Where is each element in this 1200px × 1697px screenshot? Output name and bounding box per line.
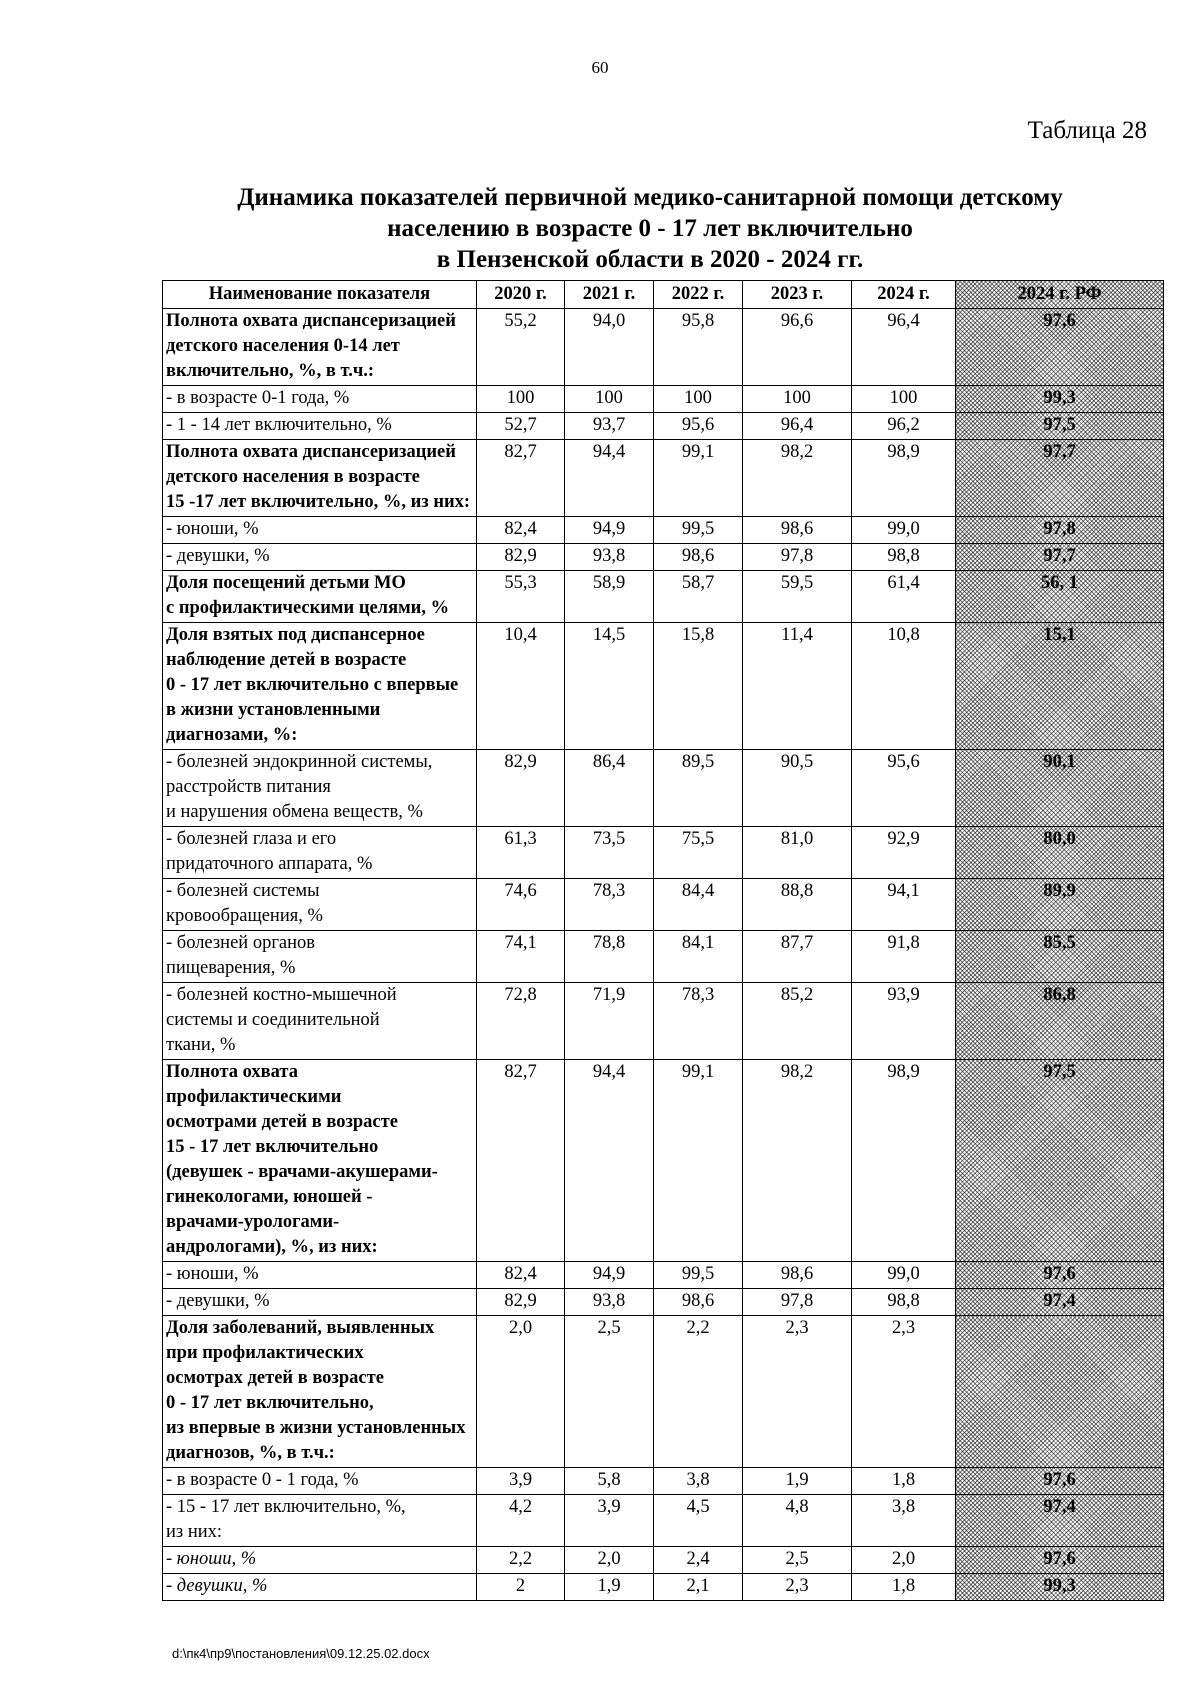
value-cell-2022: 2,1 <box>654 1574 743 1601</box>
table-row <box>163 1495 1164 1547</box>
value-cell-2021: 14,5 <box>565 623 654 750</box>
table-row <box>163 983 1164 1060</box>
value-cell-2020: 82,7 <box>477 1060 565 1262</box>
value-cell-2024: 94,1 <box>852 879 956 931</box>
indicator-name-cell <box>163 750 477 827</box>
value-cell-2022: 98,6 <box>654 544 743 571</box>
value-cell-2022: 58,7 <box>654 571 743 623</box>
value-cell-2021: 78,8 <box>565 931 654 983</box>
value-cell-2023: 2,3 <box>743 1574 852 1601</box>
indicator-name-cell <box>163 1262 477 1289</box>
value-cell-2020: 82,7 <box>477 440 565 517</box>
value-cell-rf-2024 <box>956 1495 1164 1547</box>
value-cell-rf-2024 <box>956 1289 1164 1316</box>
value-cell-2024: 96,2 <box>852 413 956 440</box>
indicator-name-cell <box>163 1547 477 1574</box>
value-cell-2021: 2,5 <box>565 1316 654 1468</box>
value-cell-2024: 98,9 <box>852 1060 956 1262</box>
value-cell-rf-2024 <box>956 983 1164 1060</box>
value-cell-2022: 4,5 <box>654 1495 743 1547</box>
indicator-name-line: - юноши, % <box>166 1264 259 1284</box>
value-cell-2023: 98,6 <box>743 1262 852 1289</box>
indicator-name-line: гинекологами, юношей - <box>166 1187 373 1207</box>
value-cell-rf-2024 <box>956 1262 1164 1289</box>
value-cell-rf-2024 <box>956 1547 1164 1574</box>
value-cell-2024: 98,9 <box>852 440 956 517</box>
indicator-name-cell <box>163 571 477 623</box>
indicator-name-cell <box>163 1468 477 1495</box>
value-cell-2022: 2,2 <box>654 1316 743 1468</box>
indicator-name-line: - в возрасте 0-1 года, % <box>166 388 350 408</box>
value-cell-2021: 93,8 <box>565 1289 654 1316</box>
value-cell-2020: 82,9 <box>477 544 565 571</box>
header-year-2023: 2023 г. <box>743 281 852 309</box>
value-cell-2021: 86,4 <box>565 750 654 827</box>
rf-value: 15,1 <box>1043 625 1076 645</box>
indicator-name-cell <box>163 827 477 879</box>
value-cell-rf-2024 <box>956 623 1164 750</box>
rf-value: 99,3 <box>1043 388 1076 408</box>
value-cell-rf-2024 <box>956 931 1164 983</box>
indicator-name-line: андрологами), %, из них: <box>166 1237 378 1257</box>
indicator-name-cell <box>163 309 477 386</box>
table-row <box>163 1060 1164 1262</box>
value-cell-2020: 3,9 <box>477 1468 565 1495</box>
indicator-name-line: включительно, %, в т.ч.: <box>166 361 375 381</box>
value-cell-rf-2024 <box>956 571 1164 623</box>
value-cell-2022: 99,1 <box>654 1060 743 1262</box>
indicator-name-cell <box>163 1316 477 1468</box>
value-cell-rf-2024 <box>956 1060 1164 1262</box>
indicator-name-line: - девушки, % <box>166 1576 268 1596</box>
rf-value: 89,9 <box>1043 881 1076 901</box>
indicator-name-line: - 1 - 14 лет включительно, % <box>166 415 392 435</box>
value-cell-2024: 2,3 <box>852 1316 956 1468</box>
indicator-name-line: пищеварения, % <box>166 958 296 978</box>
indicator-name-line: кровообращения, % <box>166 906 323 926</box>
indicator-name-cell <box>163 1060 477 1262</box>
header-year-2021: 2021 г. <box>565 281 654 309</box>
indicator-name-line: Полнота охвата диспансеризацией <box>166 311 456 331</box>
value-cell-2023: 97,8 <box>743 544 852 571</box>
value-cell-2024: 98,8 <box>852 544 956 571</box>
indicator-name-line: наблюдение детей в возрасте <box>166 650 407 670</box>
indicator-name-line: - болезней костно-мышечной <box>166 985 397 1005</box>
value-cell-2023: 98,2 <box>743 1060 852 1262</box>
value-cell-2020: 82,4 <box>477 517 565 544</box>
indicator-name-line: диагнозами, %: <box>166 725 298 745</box>
value-cell-2020: 55,2 <box>477 309 565 386</box>
table-row <box>163 1289 1164 1316</box>
value-cell-2023: 2,3 <box>743 1316 852 1468</box>
value-cell-2021: 93,8 <box>565 544 654 571</box>
value-cell-2021: 2,0 <box>565 1547 654 1574</box>
value-cell-2023: 4,8 <box>743 1495 852 1547</box>
table-row <box>163 931 1164 983</box>
table-row <box>163 309 1164 386</box>
value-cell-2020: 61,3 <box>477 827 565 879</box>
rf-value: 97,4 <box>1043 1497 1076 1517</box>
value-cell-2020: 82,4 <box>477 1262 565 1289</box>
value-cell-2021: 100 <box>565 386 654 413</box>
table-row <box>163 1574 1164 1601</box>
rf-value: 80,0 <box>1043 829 1076 849</box>
value-cell-2024: 91,8 <box>852 931 956 983</box>
value-cell-2020: 55,3 <box>477 571 565 623</box>
value-cell-2021: 94,4 <box>565 1060 654 1262</box>
indicator-name-line: осмотрами детей в возрасте <box>166 1112 398 1132</box>
table-label: Таблица 28 <box>1027 117 1147 144</box>
indicator-name-line: из впервые в жизни установленных <box>166 1418 466 1438</box>
value-cell-rf-2024 <box>956 1316 1164 1468</box>
indicator-name-line: Полнота охвата профилактическими <box>166 1062 342 1107</box>
value-cell-2022: 95,6 <box>654 413 743 440</box>
table-row <box>163 413 1164 440</box>
value-cell-2022: 75,5 <box>654 827 743 879</box>
value-cell-rf-2024 <box>956 1574 1164 1601</box>
value-cell-2024: 61,4 <box>852 571 956 623</box>
value-cell-2022: 95,8 <box>654 309 743 386</box>
value-cell-2024: 2,0 <box>852 1547 956 1574</box>
value-cell-rf-2024 <box>956 517 1164 544</box>
value-cell-2020: 100 <box>477 386 565 413</box>
value-cell-rf-2024 <box>956 544 1164 571</box>
indicator-name-line: Доля посещений детьми МО <box>166 573 406 593</box>
header-rf-2024: 2024 г. РФ <box>956 281 1164 309</box>
header-year-2022: 2022 г. <box>654 281 743 309</box>
indicator-name-line: - юноши, % <box>166 519 259 539</box>
value-cell-2020: 74,6 <box>477 879 565 931</box>
indicator-name-line: осмотрах детей в возрасте <box>166 1368 384 1388</box>
value-cell-2023: 87,7 <box>743 931 852 983</box>
indicator-name-line: расстройств питания <box>166 777 331 797</box>
indicator-name-line: придаточного аппарата, % <box>166 854 373 874</box>
value-cell-2021: 94,0 <box>565 309 654 386</box>
value-cell-rf-2024 <box>956 879 1164 931</box>
table-row <box>163 440 1164 517</box>
value-cell-2022: 15,8 <box>654 623 743 750</box>
indicator-name-line: системы и соединительной <box>166 1010 380 1030</box>
indicator-name-cell <box>163 1495 477 1547</box>
indicator-name-cell <box>163 544 477 571</box>
value-cell-2022: 84,1 <box>654 931 743 983</box>
table-row <box>163 750 1164 827</box>
value-cell-2021: 1,9 <box>565 1574 654 1601</box>
indicator-name-line: диагнозов, %, в т.ч.: <box>166 1443 335 1463</box>
value-cell-2024: 99,0 <box>852 1262 956 1289</box>
page-number: 60 <box>591 58 609 77</box>
value-cell-2022: 84,4 <box>654 879 743 931</box>
indicator-name-line: из них: <box>166 1522 223 1542</box>
value-cell-2022: 100 <box>654 386 743 413</box>
value-cell-2023: 98,2 <box>743 440 852 517</box>
table-row <box>163 1547 1164 1574</box>
indicator-name-line: 0 - 17 лет включительно, <box>166 1393 374 1413</box>
value-cell-2022: 98,6 <box>654 1289 743 1316</box>
value-cell-2024: 92,9 <box>852 827 956 879</box>
value-cell-rf-2024 <box>956 440 1164 517</box>
indicator-name-cell <box>163 931 477 983</box>
indicator-name-cell <box>163 386 477 413</box>
rf-value: 86,8 <box>1043 985 1076 1005</box>
value-cell-2022: 99,5 <box>654 1262 743 1289</box>
table-row <box>163 1468 1164 1495</box>
value-cell-2023: 96,4 <box>743 413 852 440</box>
value-cell-2023: 2,5 <box>743 1547 852 1574</box>
indicator-name-line: ткани, % <box>166 1035 236 1055</box>
value-cell-2020: 4,2 <box>477 1495 565 1547</box>
indicator-name-line: в жизни установленными <box>166 700 381 720</box>
value-cell-2023: 97,8 <box>743 1289 852 1316</box>
value-cell-2023: 81,0 <box>743 827 852 879</box>
value-cell-rf-2024 <box>956 1468 1164 1495</box>
table-row <box>163 623 1164 750</box>
value-cell-2024: 10,8 <box>852 623 956 750</box>
value-cell-2020: 82,9 <box>477 750 565 827</box>
indicator-name-line: - болезней системы <box>166 881 320 901</box>
value-cell-2023: 96,6 <box>743 309 852 386</box>
indicator-name-cell <box>163 983 477 1060</box>
value-cell-2023: 88,8 <box>743 879 852 931</box>
value-cell-2024: 96,4 <box>852 309 956 386</box>
indicator-name-line: - 15 - 17 лет включительно, %, <box>166 1497 406 1517</box>
value-cell-2024: 1,8 <box>852 1468 956 1495</box>
value-cell-2023: 1,9 <box>743 1468 852 1495</box>
value-cell-2020: 2,2 <box>477 1547 565 1574</box>
value-cell-2020: 10,4 <box>477 623 565 750</box>
value-cell-2021: 5,8 <box>565 1468 654 1495</box>
value-cell-2020: 52,7 <box>477 413 565 440</box>
value-cell-2024: 98,8 <box>852 1289 956 1316</box>
indicator-name-line: - девушки, % <box>166 546 270 566</box>
header-year-2024: 2024 г. <box>852 281 956 309</box>
indicator-name-line: 15 - 17 лет включительно <box>166 1137 379 1157</box>
value-cell-2022: 89,5 <box>654 750 743 827</box>
indicator-name-cell <box>163 413 477 440</box>
indicator-name-line: - болезней органов <box>166 933 316 953</box>
indicator-name-line: - девушки, % <box>166 1291 270 1311</box>
table-row <box>163 544 1164 571</box>
indicator-name-cell <box>163 1574 477 1601</box>
value-cell-rf-2024 <box>956 309 1164 386</box>
rf-value: 97,7 <box>1043 546 1076 566</box>
indicator-name-line: детского населения 0-14 лет <box>166 336 400 356</box>
value-cell-2021: 94,9 <box>565 1262 654 1289</box>
value-cell-2024: 3,8 <box>852 1495 956 1547</box>
table-row <box>163 386 1164 413</box>
rf-value: 56, 1 <box>1041 573 1078 593</box>
value-cell-2022: 99,1 <box>654 440 743 517</box>
table-row <box>163 1262 1164 1289</box>
value-cell-2023: 98,6 <box>743 517 852 544</box>
value-cell-2024: 99,0 <box>852 517 956 544</box>
indicator-name-line: (девушек - врачами-акушерами- <box>166 1162 438 1182</box>
indicator-name-line: с профилактическими целями, % <box>166 598 450 618</box>
indicator-name-line: - юноши, % <box>166 1549 257 1569</box>
rf-value: 97,8 <box>1043 519 1076 539</box>
title-line-3: в Пензенской области в 2020 - 2024 гг. <box>436 246 864 273</box>
table-row <box>163 571 1164 623</box>
rf-value: 97,6 <box>1043 1549 1076 1569</box>
value-cell-2024: 95,6 <box>852 750 956 827</box>
document-title <box>150 182 1150 275</box>
rf-value: 97,6 <box>1043 1264 1076 1284</box>
indicator-name-line: врачами-урологами- <box>166 1212 340 1232</box>
value-cell-2021: 3,9 <box>565 1495 654 1547</box>
value-cell-rf-2024 <box>956 827 1164 879</box>
value-cell-2020: 82,9 <box>477 1289 565 1316</box>
value-cell-2021: 58,9 <box>565 571 654 623</box>
table-row <box>163 827 1164 879</box>
value-cell-2020: 2 <box>477 1574 565 1601</box>
indicator-name-line: 15 -17 лет включительно, %, из них: <box>166 492 471 512</box>
footer-file-path: d:\пк4\пр9\постановления\09.12.25.02.docx <box>172 1646 430 1661</box>
indicator-name-line: - болезней глаза и его <box>166 829 337 849</box>
header-indicator-name: Наименование показателя <box>163 281 477 309</box>
value-cell-2021: 71,9 <box>565 983 654 1060</box>
value-cell-2021: 73,5 <box>565 827 654 879</box>
value-cell-2024: 1,8 <box>852 1574 956 1601</box>
value-cell-rf-2024 <box>956 413 1164 440</box>
indicator-name-line: 0 - 17 лет включительно с впервые <box>166 675 459 695</box>
rf-value: 97,7 <box>1043 442 1076 462</box>
indicator-name-line: детского населения в возрасте <box>166 467 420 487</box>
indicator-name-line: Доля взятых под диспансерное <box>166 625 425 645</box>
rf-value: 97,5 <box>1043 1062 1076 1082</box>
rf-value: 97,4 <box>1043 1291 1076 1311</box>
rf-value: 97,6 <box>1043 311 1076 331</box>
rf-value: 90,1 <box>1043 752 1076 772</box>
indicator-name-cell <box>163 1289 477 1316</box>
value-cell-2023: 100 <box>743 386 852 413</box>
value-cell-rf-2024 <box>956 386 1164 413</box>
indicator-name-cell <box>163 517 477 544</box>
value-cell-2020: 2,0 <box>477 1316 565 1468</box>
value-cell-2022: 99,5 <box>654 517 743 544</box>
indicator-name-line: Полнота охвата диспансеризацией <box>166 442 456 462</box>
value-cell-2022: 3,8 <box>654 1468 743 1495</box>
value-cell-2021: 78,3 <box>565 879 654 931</box>
value-cell-2020: 74,1 <box>477 931 565 983</box>
rf-value: 85,5 <box>1043 933 1076 953</box>
title-line-2: населению в возрасте 0 - 17 лет включительно <box>387 215 913 242</box>
value-cell-2023: 85,2 <box>743 983 852 1060</box>
value-cell-2024: 93,9 <box>852 983 956 1060</box>
value-cell-2022: 2,4 <box>654 1547 743 1574</box>
value-cell-2024: 100 <box>852 386 956 413</box>
indicator-name-cell <box>163 440 477 517</box>
rf-value: 99,3 <box>1043 1576 1076 1596</box>
indicator-name-cell <box>163 879 477 931</box>
rf-value: 97,5 <box>1043 415 1076 435</box>
indicator-name-line: при профилактических <box>166 1343 364 1363</box>
value-cell-2023: 59,5 <box>743 571 852 623</box>
value-cell-2023: 90,5 <box>743 750 852 827</box>
value-cell-2021: 94,4 <box>565 440 654 517</box>
table-row <box>163 879 1164 931</box>
table-row <box>163 517 1164 544</box>
value-cell-rf-2024 <box>956 750 1164 827</box>
value-cell-2023: 11,4 <box>743 623 852 750</box>
indicator-name-line: - в возрасте 0 - 1 года, % <box>166 1470 359 1490</box>
table-body <box>163 309 1164 1601</box>
table-row <box>163 1316 1164 1468</box>
value-cell-2022: 78,3 <box>654 983 743 1060</box>
indicator-name-line: Доля заболеваний, выявленных <box>166 1318 435 1338</box>
header-year-2020: 2020 г. <box>477 281 565 309</box>
table-header-row <box>163 281 1164 309</box>
value-cell-2021: 93,7 <box>565 413 654 440</box>
indicator-name-cell <box>163 623 477 750</box>
indicators-table <box>162 280 1164 1601</box>
indicator-name-line: - болезней эндокринной системы, <box>166 752 433 772</box>
rf-value: 97,6 <box>1043 1470 1076 1490</box>
indicator-name-line: и нарушения обмена веществ, % <box>166 802 423 822</box>
value-cell-2021: 94,9 <box>565 517 654 544</box>
value-cell-2020: 72,8 <box>477 983 565 1060</box>
title-line-1: Динамика показателей первичной медико-санитарной помощи детскому <box>237 184 1063 211</box>
